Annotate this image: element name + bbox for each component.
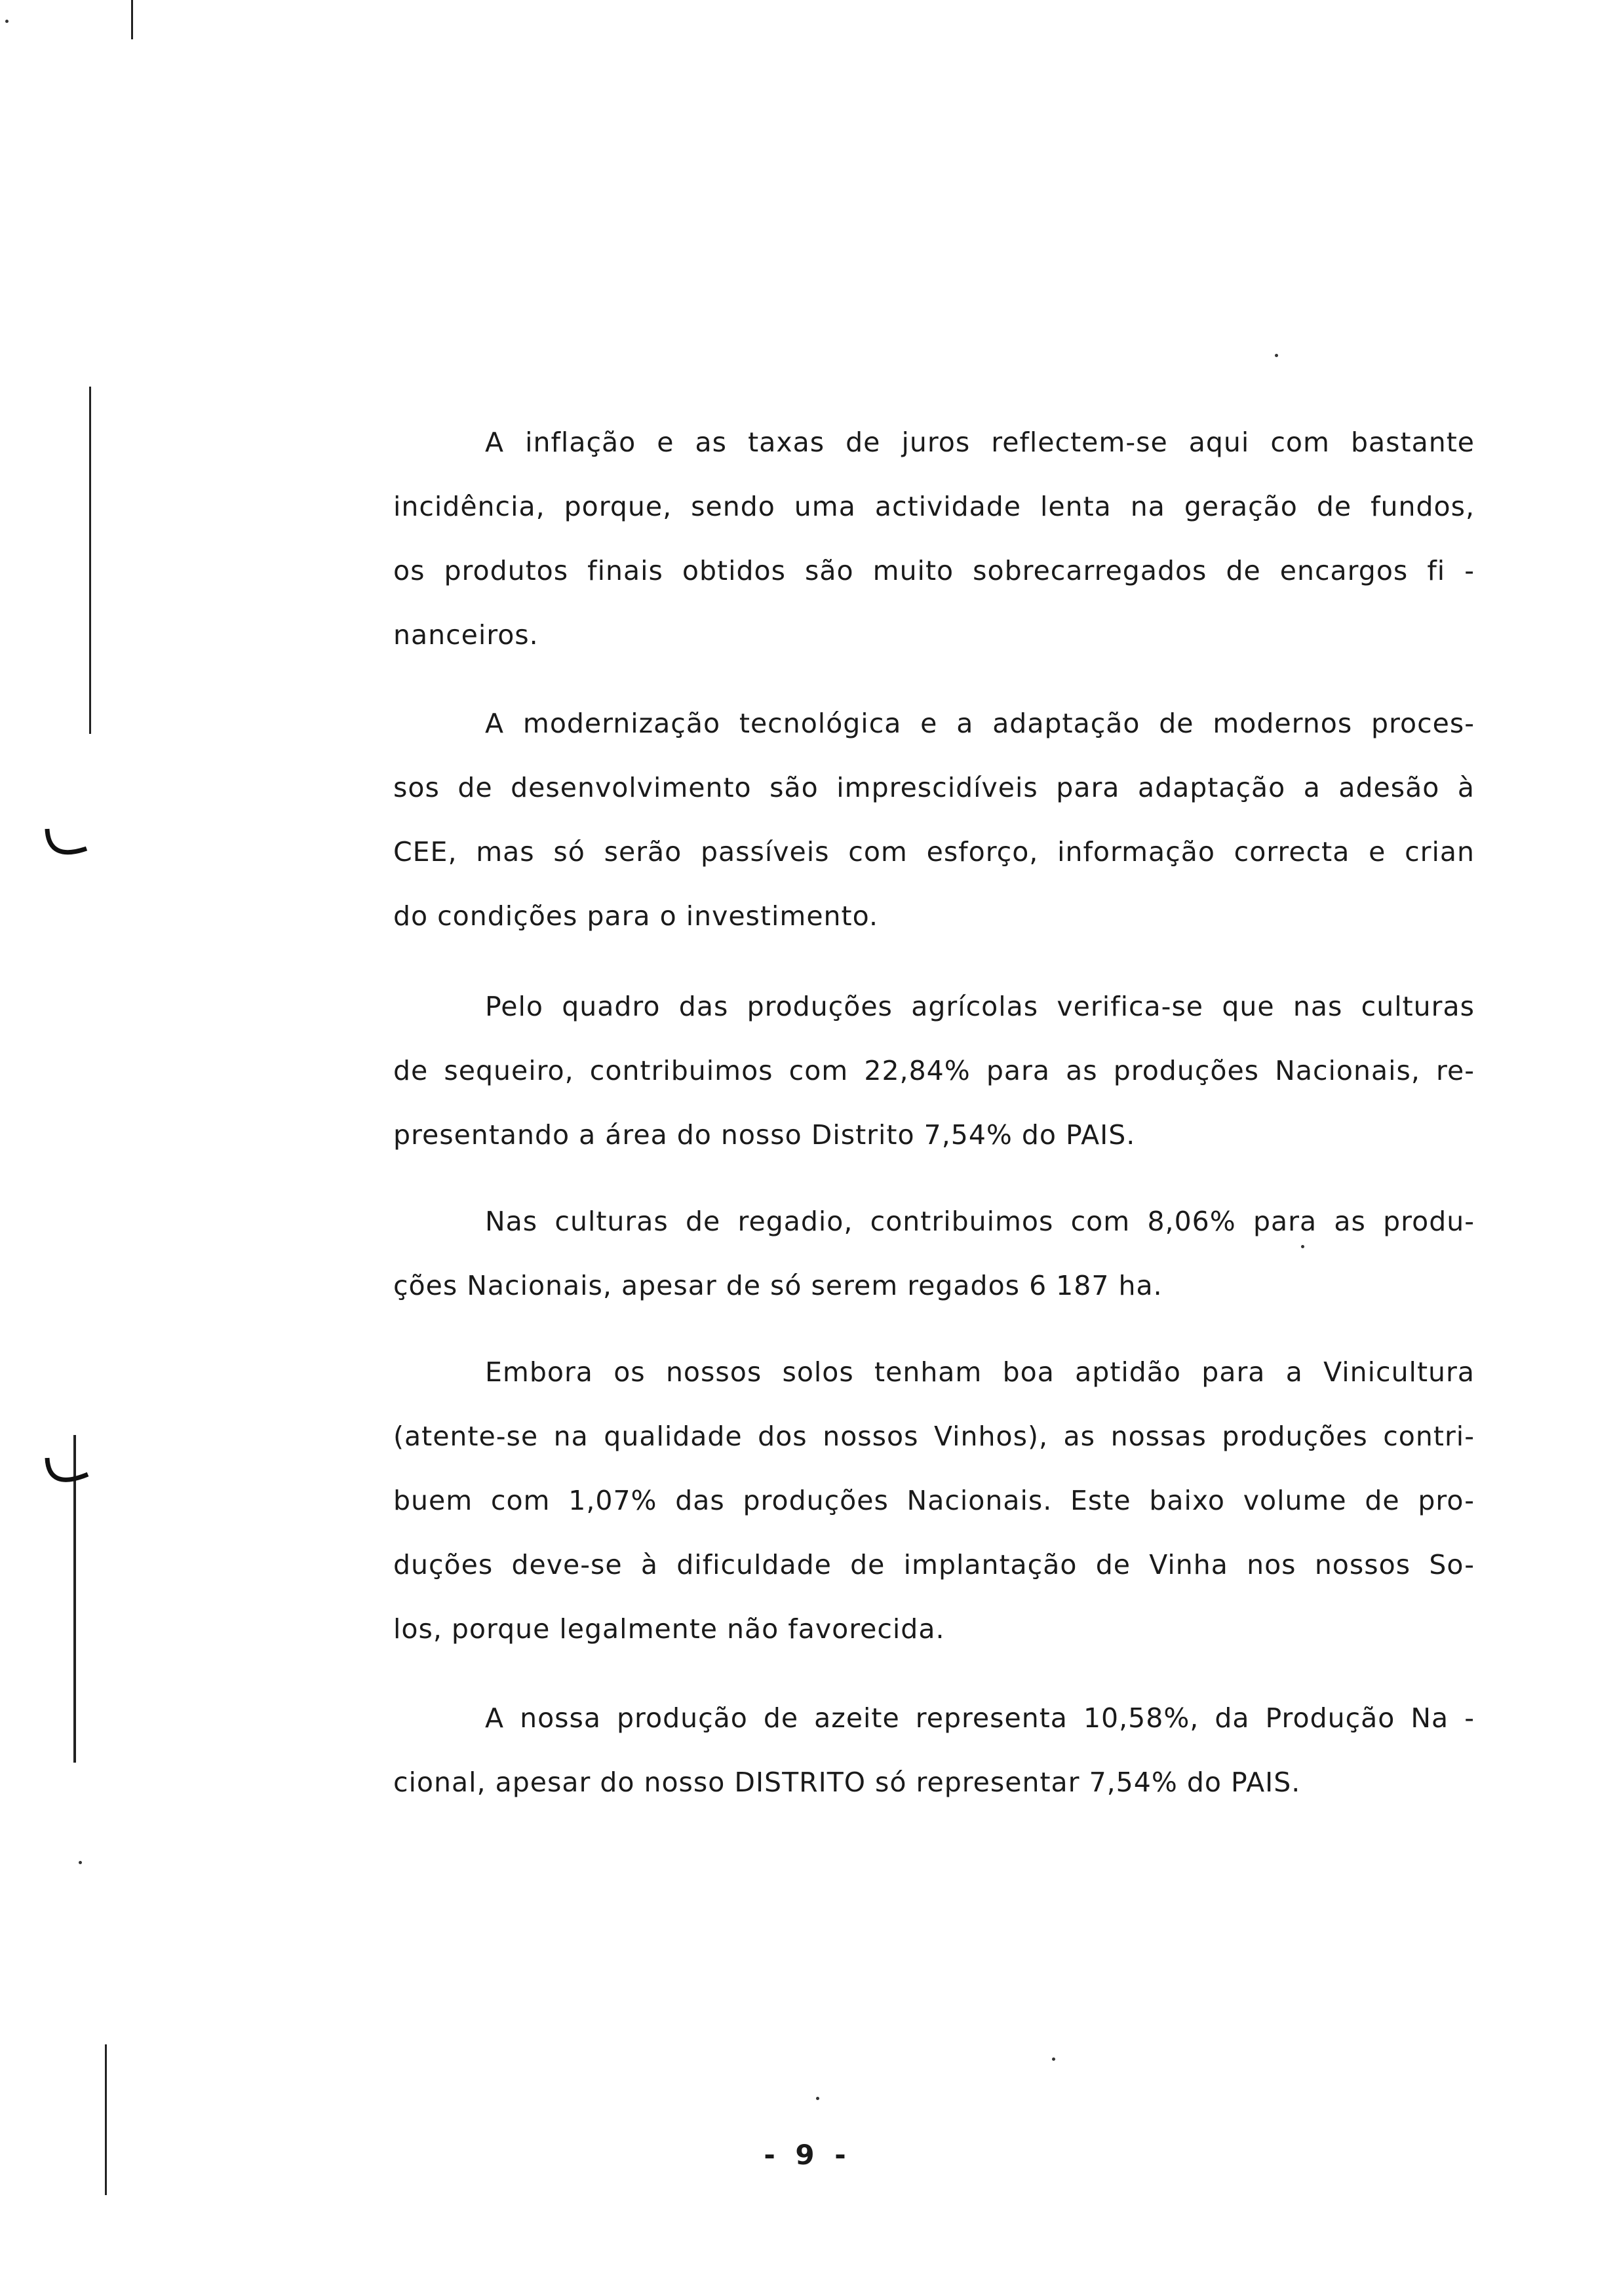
paragraph bbox=[393, 974, 1475, 1167]
text-line: cional, apesar do nosso DISTRITO só representar 7,54% do PAIS. bbox=[393, 1767, 1301, 1798]
text-line: Embora os nossos solos tenham boa aptidão para a Vinicultura bbox=[485, 1356, 1475, 1388]
paragraph bbox=[393, 410, 1475, 667]
paragraph bbox=[393, 1686, 1475, 1814]
binding-mark bbox=[89, 387, 91, 734]
binding-hook-mark bbox=[41, 826, 93, 871]
text-line: os produtos finais obtidos são muito sobrecarregados de encargos fi - bbox=[393, 555, 1475, 586]
text-line: A modernização tecnológica e a adaptação de modernos proces- bbox=[485, 708, 1475, 739]
text-line: sos de desenvolvimento são imprescidíveis para adaptação a adesão à bbox=[393, 772, 1475, 803]
text-line: duções deve-se à dificuldade de implantação de Vinha nos nossos So- bbox=[393, 1549, 1475, 1580]
paragraph bbox=[393, 1340, 1475, 1661]
text-line: los, porque legalmente não favorecida. bbox=[393, 1613, 945, 1645]
scan-dot bbox=[1275, 354, 1278, 357]
scan-dot bbox=[816, 2097, 819, 2100]
text-line: presentando a área do nosso Distrito 7,54% do PAIS. bbox=[393, 1119, 1136, 1151]
scan-dot bbox=[5, 20, 9, 23]
binding-hook-mark bbox=[42, 1455, 94, 1501]
text-line: A inflação e as taxas de juros reflectem-se aqui com bastante bbox=[485, 427, 1475, 458]
paragraph bbox=[393, 691, 1475, 948]
scan-dot bbox=[79, 1861, 82, 1864]
text-line: ções Nacionais, apesar de só serem regados 6 187 ha. bbox=[393, 1270, 1163, 1301]
text-line: A nossa produção de azeite representa 10,58%, da Produção Na - bbox=[485, 1702, 1475, 1734]
scan-dot bbox=[1052, 2057, 1055, 2061]
text-line: Pelo quadro das produções agrícolas verifica-se que nas culturas bbox=[485, 991, 1475, 1022]
text-line: (atente-se na qualidade dos nossos Vinhos), as nossas produções contri- bbox=[393, 1421, 1475, 1452]
binding-mark bbox=[105, 2044, 107, 2195]
text-line: CEE, mas só serão passíveis com esforço, informação correcta e crian bbox=[393, 836, 1475, 868]
text-line: nanceiros. bbox=[393, 619, 539, 651]
text-line: de sequeiro, contribuimos com 22,84% para as produções Nacionais, re- bbox=[393, 1055, 1475, 1086]
text-line: Nas culturas de regadio, contribuimos com 8,06% para as produ- bbox=[485, 1206, 1475, 1237]
text-line: incidência, porque, sendo uma actividade lenta na geração de fundos, bbox=[393, 491, 1475, 522]
text-line: do condições para o investimento. bbox=[393, 900, 879, 932]
paragraph bbox=[393, 1189, 1475, 1318]
page-number: - 9 - bbox=[764, 2139, 851, 2171]
text-line: buem com 1,07% das produções Nacionais. Este baixo volume de pro- bbox=[393, 1485, 1475, 1516]
binding-mark bbox=[131, 0, 133, 39]
